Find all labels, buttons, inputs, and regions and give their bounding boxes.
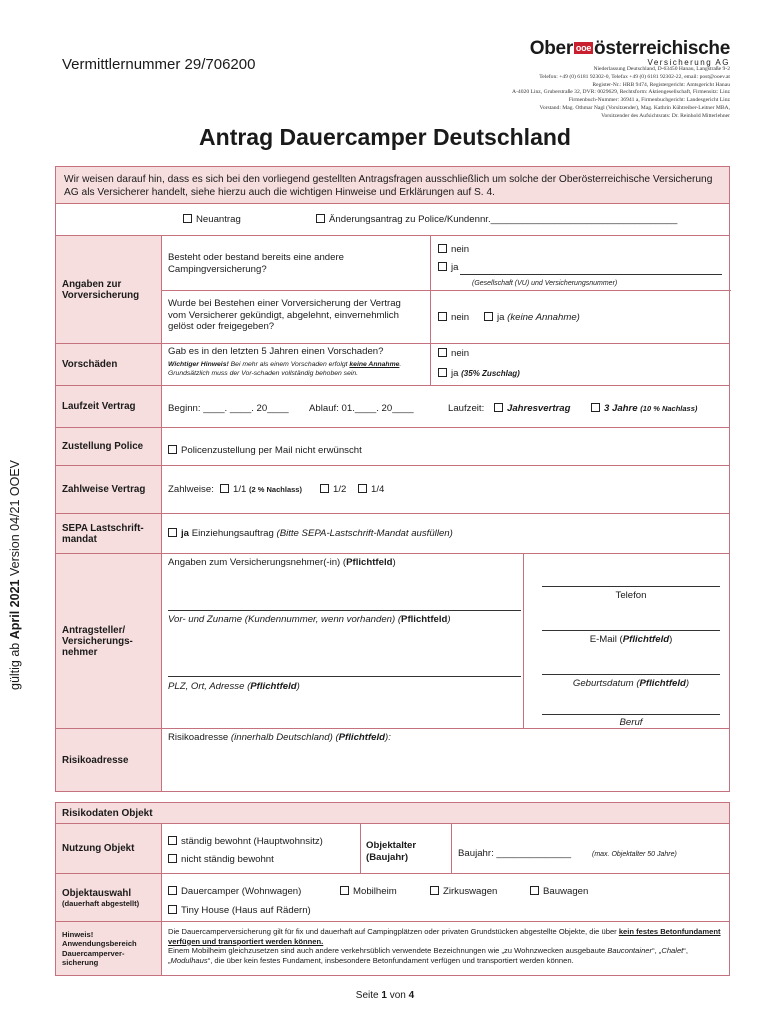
vorversicherung-row: [55, 236, 730, 344]
vermittler-number: Vermittlernummer 29/706200: [62, 56, 256, 73]
nicht-staendig-option[interactable]: nicht ständig bewohnt: [168, 854, 274, 866]
vorvers-nein-option[interactable]: nein: [438, 244, 469, 256]
company-logo: Ober ooe österreichische Versicherung AG: [529, 38, 730, 67]
email-label: E-Mail (Pflichtfeld): [589, 634, 673, 645]
vorschaeden-nein-option[interactable]: nein: [438, 348, 469, 360]
risikoadresse-field[interactable]: Risikoadresse (innerhalb Deutschland) (Pflichtfeld):: [168, 732, 391, 743]
checkbox[interactable]: [168, 836, 177, 845]
laufzeit-row: [55, 386, 730, 428]
checkbox[interactable]: [438, 262, 447, 271]
vorschaeden-question: Gab es in den letzten 5 Jahren einen Vorschaden?: [168, 346, 384, 357]
vorvers2-nein-option[interactable]: nein: [438, 312, 469, 324]
checkbox[interactable]: [591, 403, 600, 412]
drei-jahre-option[interactable]: 3 Jahre (10 % Nachlass): [591, 403, 697, 415]
vorvers-question-2: Wurde bei Bestehen einer Vorversicherung der Vertrag vom Versicherer gekündigt, abgelehnt, einvernehmlich gelöst oder freigegeben?: [168, 298, 401, 332]
objektauswahl-row: [55, 874, 730, 922]
vn-heading: Angaben zum Versicherungsnehmer(-in) (Pflichtfeld): [168, 557, 396, 568]
antragsteller-label: Antragsteller/ Versicherungs-nehmer: [56, 554, 162, 728]
zahlweise-text: Zahlweise:: [168, 484, 214, 495]
antrag-type-row: [55, 204, 730, 236]
checkbox[interactable]: [484, 312, 493, 321]
sepa-label: SEPA Lastschrift-mandat: [56, 514, 162, 553]
checkbox[interactable]: [438, 368, 447, 377]
jahresvertrag-option[interactable]: Jahresvertrag: [494, 403, 570, 415]
objektalter-label: Objektalter (Baujahr): [366, 840, 417, 863]
zahlweise-label: Zahlweise Vertrag: [56, 466, 162, 513]
objektauswahl-label: Objektauswahl (dauerhaft abgestellt): [56, 874, 162, 921]
hinweis-row: [55, 922, 730, 976]
beginn-field[interactable]: Beginn: ____. ____. 20____: [168, 403, 289, 414]
vorversicherung-label: Angaben zur Vorversicherung: [56, 236, 162, 343]
checkbox[interactable]: [168, 886, 177, 895]
dauercamper-option[interactable]: Dauercamper (Wohnwagen): [168, 886, 301, 898]
tiny-house-option[interactable]: Tiny House (Haus auf Rädern): [168, 905, 311, 917]
nutzung-label: Nutzung Objekt: [56, 824, 162, 873]
version-sidebar: gültig ab April 2021 Version 04/21 OOEV: [8, 459, 22, 690]
checkbox[interactable]: [358, 484, 367, 493]
checkbox[interactable]: [494, 403, 503, 412]
antragsteller-row: [55, 554, 730, 729]
checkbox[interactable]: [168, 445, 177, 454]
vorvers-hint: (Gesellschaft (VU) und Versicherungsnummer): [472, 280, 618, 287]
sepa-option[interactable]: ja Einziehungsauftrag (Bitte SEPA-Lastschrift-Mandat ausfüllen): [168, 528, 453, 540]
vorschaeden-label: Vorschäden: [56, 344, 162, 385]
page-number: Seite 1 von 4: [355, 990, 415, 1001]
telefon-label: Telefon: [615, 590, 647, 601]
checkbox[interactable]: [340, 886, 349, 895]
nutzung-row: [55, 824, 730, 874]
hinweis-label: Hinweis! Anwendungsbereich Dauercamperver-sicherung: [56, 922, 162, 975]
checkbox[interactable]: [220, 484, 229, 493]
aenderung-checkbox[interactable]: [316, 214, 325, 223]
checkbox[interactable]: [168, 854, 177, 863]
page-title: Antrag Dauercamper Deutschland: [199, 124, 571, 150]
vorschaeden-ja-option[interactable]: ja (35% Zuschlag): [438, 368, 520, 380]
zirkuswagen-option[interactable]: Zirkuswagen: [430, 886, 497, 898]
zustellung-row: [55, 428, 730, 466]
zustellung-option[interactable]: Policenzustellung per Mail nicht erwünscht: [168, 445, 362, 457]
vorvers-ja-option[interactable]: ja: [438, 262, 458, 274]
geburtsdatum-label: Geburtsdatum (Pflichtfeld): [572, 678, 690, 689]
vorvers2-ja-option[interactable]: ja (keine Annahme): [484, 312, 580, 324]
laufzeit-label: Laufzeit Vertrag: [56, 386, 162, 427]
baujahr-field[interactable]: Baujahr: ______________: [458, 848, 572, 859]
laufzeit-text: Laufzeit:: [448, 403, 485, 414]
checkbox[interactable]: [168, 528, 177, 537]
checkbox[interactable]: [320, 484, 329, 493]
neuantrag-checkbox[interactable]: [183, 214, 192, 223]
zahlweise-4-option[interactable]: 1/4: [358, 484, 384, 496]
zustellung-label: Zustellung Police: [56, 428, 162, 465]
sepa-row: [55, 514, 730, 554]
mobilheim-option[interactable]: Mobilheim: [340, 886, 397, 898]
ablauf-field[interactable]: Ablauf: 01.____. 20____: [309, 403, 414, 414]
neuantrag-option[interactable]: Neuantrag: [183, 214, 241, 226]
zahlweise-2-option[interactable]: 1/2: [320, 484, 346, 496]
zahlweise-1-option[interactable]: 1/1 (2 % Nachlass): [220, 484, 302, 496]
checkbox[interactable]: [438, 312, 447, 321]
checkbox[interactable]: [438, 348, 447, 357]
vorvers-question-1: Besteht oder bestand bereits eine andere Campingversicherung?: [168, 252, 345, 275]
notice-box: Wir weisen darauf hin, dass es sich bei den vorliegend gestellten Antragsfragen ausschließlich um solche der Oberösterreichische Versicherung AG als Versicherer handelt, siehe hierzu auch die wichtigen Hinweise und Erklärungen auf S. 4.: [55, 166, 730, 204]
checkbox[interactable]: [530, 886, 539, 895]
vorschaeden-hint: Wichtiger Hinweis! Bei mehr als einem Vorschaden erfolgt keine Annahme. Grundsätzlich muss der Vor-schaden vollständig behoben sein.: [168, 361, 402, 377]
bauwagen-option[interactable]: Bauwagen: [530, 886, 588, 898]
company-address: Niederlassung Deutschland, D-63450 Hanau, Langstraße 9-2 Telefon: +49 (0) 6181 92302-0, Telefax +49 (0) 6181 92302-22, email: post@ooev.at Register-Nr.: HRB 9474, Registergericht: Amtsgericht Hanau A-4020 Linz, Gruberstraße 32, DVR: 0029629, Rechtsform: Aktiengesellschaft, Firmensitz: Linz Firmenbuch-Nummer: 36941 a, Firmenbuchgericht: Landesgericht Linz Vorstand: Mag. Othmar Nagl (Vorsitzender), Mag. Kathrin Kühtreiber-Leitner MBA, Vorsitzender des Aufsichtsrats: Dr. Reinhold Mitterlehner: [512, 66, 730, 119]
beruf-label: Beruf: [619, 717, 643, 728]
risikoadresse-row: [55, 729, 730, 792]
risikoadresse-label: Risikoadresse: [56, 729, 162, 791]
risikodaten-heading: Risikodaten Objekt: [55, 802, 730, 824]
checkbox[interactable]: [168, 905, 177, 914]
checkbox[interactable]: [438, 244, 447, 253]
hinweis-text: Die Dauercamperversicherung gilt für fix und dauerhaft auf Campingplätzen oder privaten Grundstücken abgestellte Objekte, die über kein festes Betonfundament verfügen und transportiert werden können. Einem Mobilheim gleichzusetzen sind auch andere verkehrsüblich verwendete Bezeichnungen wie „zu Wohnzwecken ausgebaute Baucontainer“, „Chalet“, „Modulhaus“, die über kein festes Fundament, insbesondere Betonfundament verfügen und transportiert werden können.: [168, 927, 721, 965]
vorschaeden-row: [55, 344, 730, 386]
baujahr-note: (max. Objektalter 50 Jahre): [592, 851, 677, 858]
application-form: [55, 166, 730, 976]
checkbox[interactable]: [430, 886, 439, 895]
zahlweise-row: [55, 466, 730, 514]
aenderungsantrag-option[interactable]: Änderungsantrag zu Police/Kundennr.___________________________________: [316, 214, 677, 226]
name-field-label: Vor- und Zuname (Kundennummer, wenn vorhanden) (Pflichtfeld): [168, 614, 451, 625]
address-field-label: PLZ, Ort, Adresse (Pflichtfeld): [168, 681, 300, 692]
staendig-option[interactable]: ständig bewohnt (Hauptwohnsitz): [168, 836, 323, 848]
